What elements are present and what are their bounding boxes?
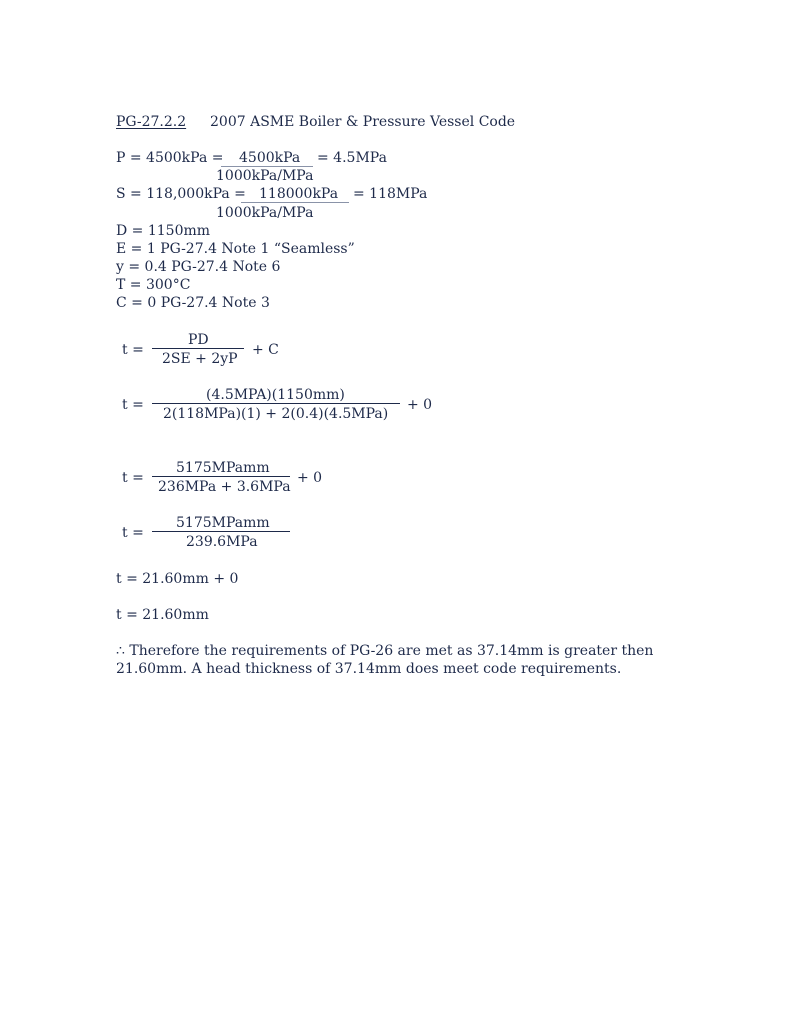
result-with-corrosion: t = 21.60mm + 0 [116, 571, 239, 587]
pressure-denominator: 1000kPa/MPa [216, 168, 314, 184]
eq1-denominator: 2SE + 2yP [162, 351, 238, 367]
eq3-denominator: 236MPa + 3.6MPa [158, 479, 291, 495]
eq2-fraction-bar [152, 403, 400, 404]
conclusion-line-1: ∴ Therefore the requirements of PG-26 are met as 37.14mm is greater then [116, 643, 654, 659]
temperature-given: T = 300°C [116, 277, 191, 293]
eq4-lhs: t = [122, 525, 144, 541]
stress-lhs: S = 118,000kPa = [116, 186, 246, 202]
document-title: 2007 ASME Boiler & Pressure Vessel Code [210, 114, 516, 130]
eq2-numerator: (4.5MPA)(1150mm) [206, 387, 345, 403]
stress-denominator: 1000kPa/MPa [216, 205, 314, 221]
eq1-fraction-bar [152, 348, 244, 349]
eq3-lhs: t = [122, 470, 144, 486]
eq2-denominator: 2(118MPa)(1) + 2(0.4)(4.5MPa) [163, 406, 389, 422]
conclusion-line-2: 21.60mm. A head thickness of 37.14mm does meet code requirements. [116, 661, 622, 677]
eq1-lhs: t = [122, 342, 144, 358]
eq3-rhs: + 0 [297, 470, 323, 486]
pressure-lhs: P = 4500kPa = [116, 150, 224, 166]
eq4-denominator: 239.6MPa [186, 534, 258, 550]
eq3-numerator: 5175MPamm [176, 460, 270, 476]
eq4-numerator: 5175MPamm [176, 515, 270, 531]
corrosion-allowance-given: C = 0 PG-27.4 Note 3 [116, 295, 270, 311]
stress-numerator: 118000kPa [259, 186, 339, 202]
efficiency-given: E = 1 PG-27.4 Note 1 “Seamless” [116, 241, 355, 257]
eq4-fraction-bar [152, 531, 290, 532]
eq1-numerator: PD [188, 332, 209, 348]
eq1-rhs: + C [252, 342, 279, 358]
pressure-rhs: = 4.5MPa [317, 150, 387, 166]
section-reference: PG-27.2.2 [116, 114, 187, 130]
eq3-fraction-bar [152, 476, 290, 477]
pressure-numerator: 4500kPa [239, 150, 301, 166]
eq2-lhs: t = [122, 397, 144, 413]
stress-rhs: = 118MPa [353, 186, 428, 202]
eq2-rhs: + 0 [407, 397, 433, 413]
stress-fraction-bar [241, 202, 349, 203]
diameter-given: D = 1150mm [116, 223, 211, 239]
final-result: t = 21.60mm [116, 607, 209, 623]
y-coefficient-given: y = 0.4 PG-27.4 Note 6 [116, 259, 281, 275]
